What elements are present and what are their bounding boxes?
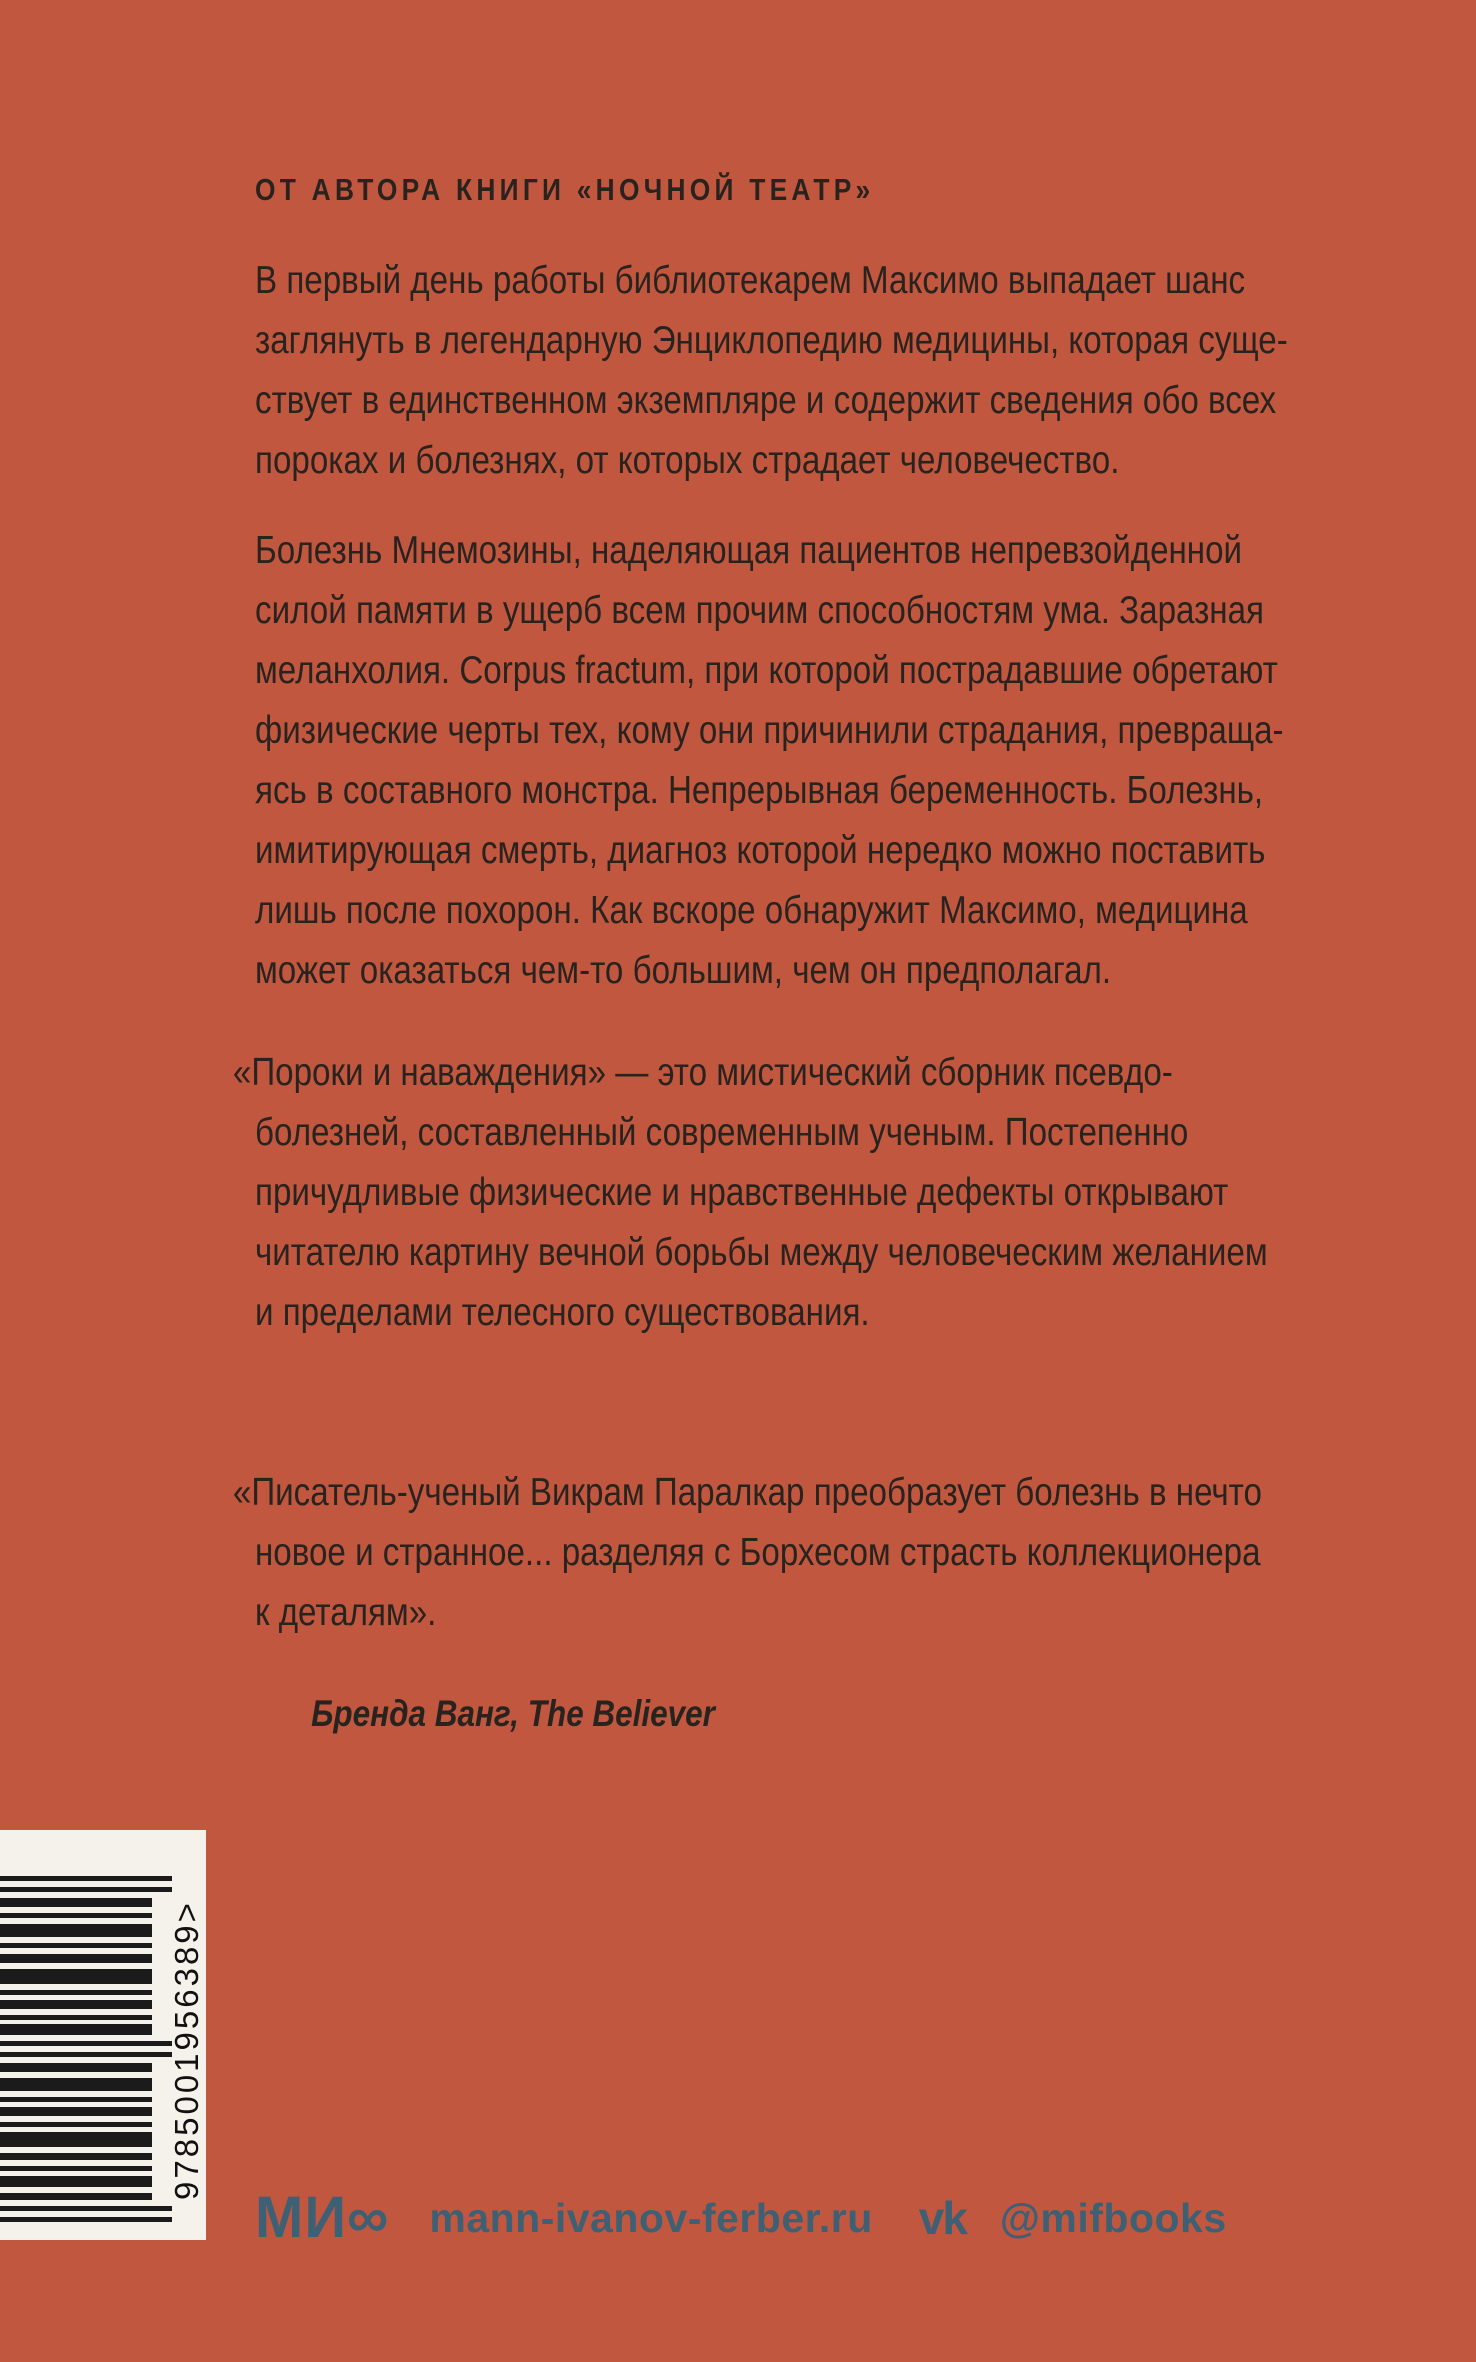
review-quote xyxy=(232,1463,1462,1643)
text-line: Болезнь Мнемозины, наделяющая пациентов непревзойденной xyxy=(255,529,1243,572)
synopsis-paragraph-2 xyxy=(255,521,1462,1001)
text-line: заглянуть в легендарную Энциклопедию медицины, которая суще- xyxy=(255,319,1288,362)
social-handle-link[interactable]: @mifbooks xyxy=(999,2194,1227,2241)
text-column xyxy=(232,172,1462,1735)
text-line: лишь после похорон. Как вскоре обнаружит Максимо, медицина xyxy=(255,889,1248,932)
text-line: силой памяти в ущерб всем прочим способностям ума. Заразная xyxy=(255,589,1265,632)
text-line: болезней, составленный современным ученым. Постепенно xyxy=(255,1111,1189,1154)
publisher-website-link[interactable]: mann-ivanov-ferber.ru xyxy=(429,2194,873,2241)
text-line: к деталям». xyxy=(255,1591,437,1634)
isbn-barcode xyxy=(0,1830,206,2240)
publisher-footer xyxy=(255,2185,1227,2250)
text-line: пороках и болезнях, от которых страдает человечество. xyxy=(255,439,1120,482)
vk-icon[interactable]: vk xyxy=(918,2192,966,2244)
text-line: и пределами телесного существования. xyxy=(255,1291,870,1334)
isbn-number: 9785001956389 xyxy=(168,1922,205,2200)
cover-header: ОТ АВТОРА КНИГИ «НОЧНОЙ ТЕАТР» xyxy=(255,172,875,207)
synopsis-paragraph-3 xyxy=(232,1043,1462,1343)
text-line: читателю картину вечной борьбы между человеческим желанием xyxy=(255,1231,1268,1274)
quote-attribution: Бренда Ванг, The Believer xyxy=(311,1693,715,1734)
barcode-digits xyxy=(170,1874,204,2226)
text-line: «Пороки и наваждения» — это мистический сборник псевдо- xyxy=(232,1051,1173,1094)
text-line: причудливые физические и нравственные дефекты открывают xyxy=(255,1171,1229,1214)
mif-publisher-logo: МИ∞ xyxy=(255,2185,390,2250)
text-line: В первый день работы библиотекарем Максимо выпадает шанс xyxy=(255,259,1246,302)
text-line: «Писатель-ученый Викрам Паралкар преобразует болезнь в нечто xyxy=(232,1471,1262,1514)
text-line: новое и странное... разделяя с Борхесом страсть коллекционера xyxy=(255,1531,1261,1574)
text-line: может оказаться чем-то большим, чем он предполагал. xyxy=(255,949,1112,992)
text-line: физические черты тех, кому они причинили страдания, превраща- xyxy=(255,709,1284,752)
text-line: имитирующая смерть, диагноз которой нередко можно поставить xyxy=(255,829,1266,872)
text-line: ствует в единственном экземпляре и содержит сведения обо всех xyxy=(255,379,1277,422)
synopsis-paragraph-1 xyxy=(255,251,1462,491)
text-line: ясь в составного монстра. Непрерывная беременность. Болезнь, xyxy=(255,769,1264,812)
text-line: меланхолия. Corpus fractum, при которой пострадавшие обретают xyxy=(255,649,1278,692)
barcode-suffix: > xyxy=(168,1900,205,1923)
